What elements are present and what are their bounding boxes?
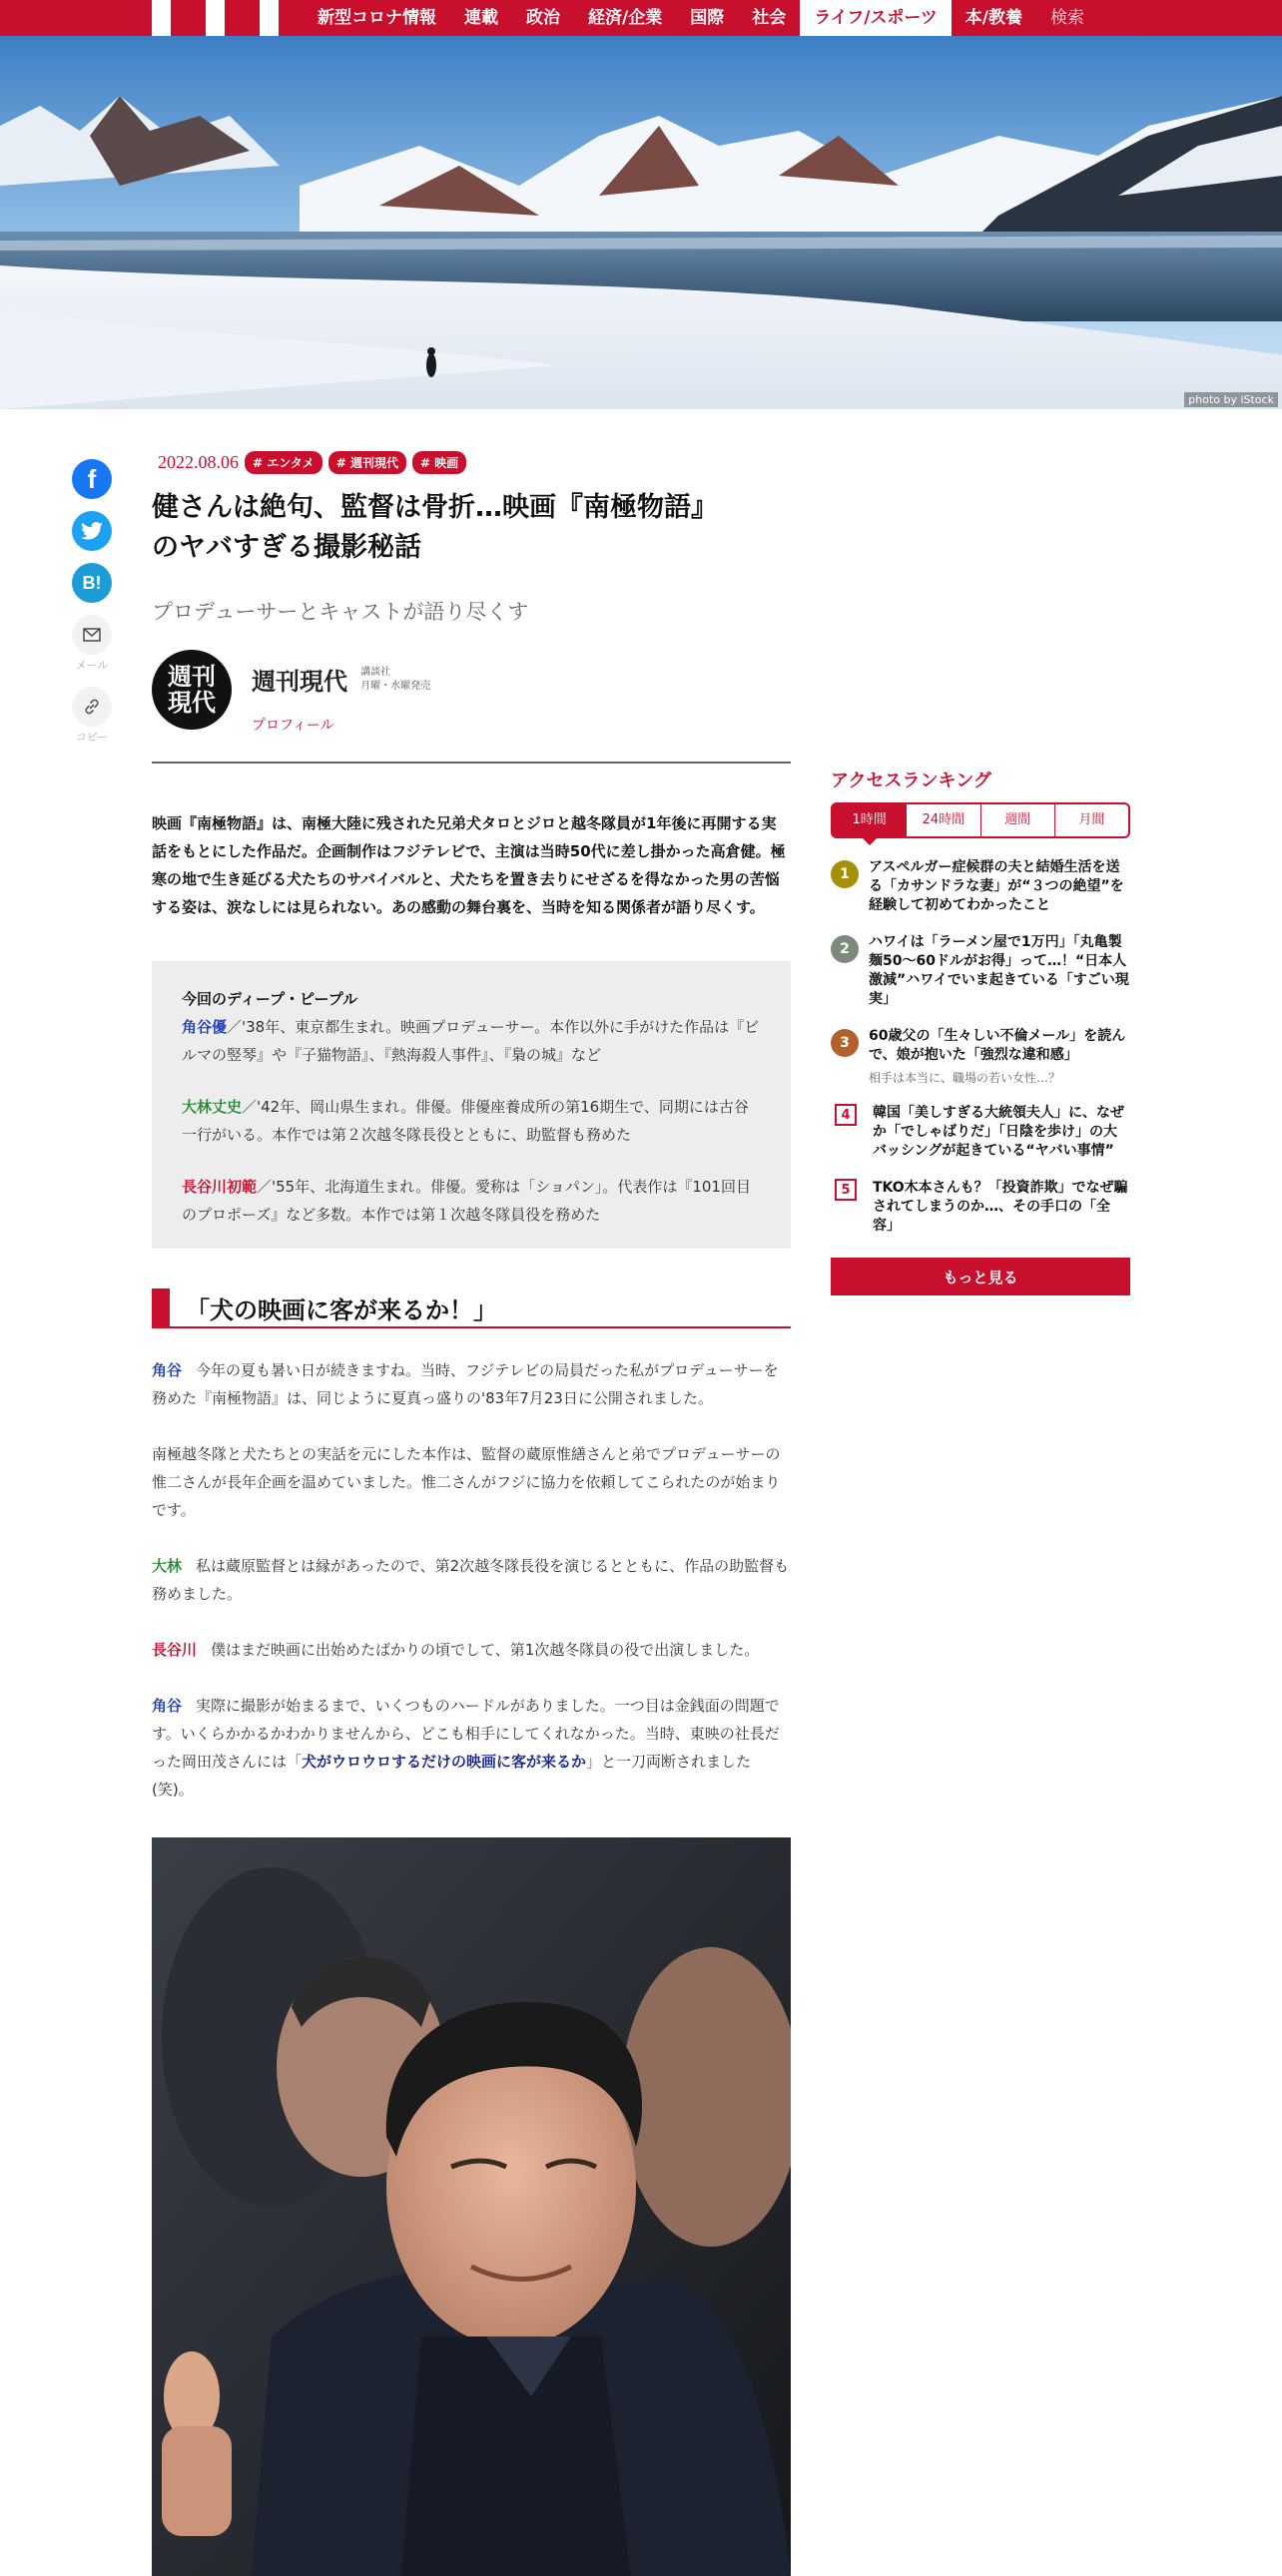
ranking-item[interactable] <box>831 1179 1130 1236</box>
publish-date: 2022.08.06 <box>158 452 239 472</box>
hero-image-antarctica <box>0 36 1282 409</box>
publish-schedule: 月曜・水曜発売 <box>360 680 431 692</box>
copy-link-button[interactable] <box>72 687 112 727</box>
section-heading <box>152 1288 791 1328</box>
person-name-hasegawa: 長谷川初範 <box>182 1178 258 1196</box>
facebook-icon: f <box>87 463 97 494</box>
ranking-title: アクセスランキング <box>831 771 991 791</box>
rank-badge: 3 <box>831 1029 859 1057</box>
author-info <box>252 662 430 735</box>
logo-stripe <box>152 0 171 36</box>
ranking-item-subtitle: 相手は本当に、職場の若い女性…？ <box>869 1071 1061 1085</box>
paragraph-text: 今年の夏も暑い日が続きますね。当時、フジテレビの局員だった私がプロデューサーを務めた『南極物語』は、同じように夏真っ盛りの'83年7月23日に公開されました。 <box>152 1361 779 1407</box>
person-name-sumiya: 角谷優 <box>182 1018 228 1036</box>
speaker-label: 大林 <box>152 1557 183 1575</box>
mail-icon <box>83 628 101 642</box>
section-heading-bar <box>152 1288 170 1326</box>
paragraph-text: 実際に撮影が始まるまで、いくつものハードルがありました。一つ目は金銭面の問題です。いくらかかるかわかりませんから、どこも相手にしてくれなかった。当時、東映の社長だった岡田茂さんには「 <box>152 1697 780 1771</box>
profile-link[interactable]: プロフィール <box>252 718 334 734</box>
rank-badge: 1 <box>831 860 859 888</box>
paragraph-text: 」と一刀両断されました(笑)。 <box>152 1753 752 1799</box>
nav-item-series[interactable]: 連載 <box>464 8 498 28</box>
ranking-item-title: 60歳父の「生々しい不倫メール」を読んで、娘が抱いた「強烈な違和感」 <box>869 1028 1126 1063</box>
nav-item-search[interactable]: 検索 <box>1049 8 1084 28</box>
article-subtitle: プロデューサーとキャストが語り尽くす <box>152 600 529 624</box>
nav-item-economy[interactable]: 経済/企業 <box>588 8 663 28</box>
paragraph-text: 南極越冬隊と犬たちとの実話を元にした本作は、監督の蔵原惟繕さんと弟でプロデューサーの惟二さんが長年企画を温めていました。惟二さんがフジに協力を依頼してこられたのが始まりです。 <box>152 1445 781 1519</box>
tab-24-hours[interactable]: 24時間 <box>906 804 979 836</box>
body-paragraph <box>152 1356 791 1412</box>
article-main <box>152 451 791 2576</box>
article-photo <box>152 1837 791 2576</box>
article-lead: 映画『南極物語』は、南極大陸に残された兄弟犬タロとジロと越冬隊員が1年後に再開する実話をもとにした作品だ。企画制作はフジテレビで、主演は当時50代に差し掛かった高倉健。極寒の地で生き延びる犬たちのサバイバルと、犬たちを置き去りにせざるを得なかった男の苦悩する姿は、涙なしには見られない。あの感動の舞台裏を、当時を知る関係者が語り尽くす。 <box>152 814 786 916</box>
body-paragraph <box>152 1636 791 1664</box>
tab-monthly[interactable]: 月間 <box>1054 804 1128 836</box>
divider <box>152 762 791 764</box>
ranking-tabs <box>831 802 1130 838</box>
site-logo[interactable] <box>152 0 290 36</box>
share-bar <box>68 459 116 759</box>
tag-shukan-gendai[interactable]: # 週刊現代 <box>328 451 406 474</box>
article-title <box>152 488 791 568</box>
rank-badge: 4 <box>835 1104 857 1126</box>
ranking-item[interactable] <box>831 1104 1130 1161</box>
ranking-item[interactable] <box>831 858 1130 915</box>
hatena-bookmark-button[interactable] <box>72 563 112 603</box>
ranking-item-title: 韓国「美しすぎる大統領夫人」に、なぜか「でしゃばりだ」「日陰を歩け」の大バッシングが起きている“ヤバい事情” <box>873 1105 1124 1159</box>
rank-badge: 2 <box>831 935 859 963</box>
link-icon <box>83 698 101 716</box>
speaker-label: 角谷 <box>152 1361 183 1379</box>
logo-stripe <box>206 0 225 36</box>
photo-credit: photo by iStock <box>1184 392 1278 407</box>
hero-illustration <box>0 36 1282 409</box>
hatena-bookmark-icon: B! <box>82 572 102 593</box>
logo-stripe <box>233 0 252 36</box>
mail-label: メール <box>75 659 109 672</box>
author-name[interactable]: 週刊現代 <box>252 668 347 696</box>
ranking-item[interactable] <box>831 933 1130 1009</box>
person-desc-hasegawa: ／'55年、北海道生まれ。俳優。愛称は「ショパン」。代表作は『101回目のプロポーズ』など多数。本作では第１次越冬隊員役を務めた <box>182 1178 751 1224</box>
deep-people-box <box>152 961 791 1249</box>
nav-item-international[interactable]: 国際 <box>690 8 725 28</box>
copy-label: コピー <box>75 731 109 744</box>
logo-stripe <box>260 0 279 36</box>
more-ranking-button[interactable]: もっと見る <box>831 1258 1130 1295</box>
ranking-list <box>831 858 1130 1236</box>
twitter-icon <box>81 522 103 540</box>
person-desc-sumiya: ／'38年、東京都生まれ。映画プロデューサー。本作以外に手がけた作品は『ビルマの竪琴』や『子猫物語』、『熱海殺人事件』、『梟の城』など <box>182 1018 760 1064</box>
title-line-1: 健さんは絶句、監督は骨折…映画『南極物語』 <box>152 492 718 523</box>
paragraph-text: 僕はまだ映画に出始めたばかりの頃でして、第1次越冬隊員の役で出演しました。 <box>211 1641 760 1659</box>
tag-entertainment[interactable]: # エンタメ <box>245 451 322 474</box>
logo-stripe <box>179 0 198 36</box>
photo-illustration <box>152 1837 791 2576</box>
section-heading-text: 「犬の映画に客が来るか！」 <box>186 1295 497 1324</box>
nav-menu <box>304 0 1098 36</box>
title-line-2: のヤバすぎる撮影秘話 <box>152 532 421 563</box>
tag-movie[interactable]: # 映画 <box>412 451 466 474</box>
author-avatar-logo[interactable] <box>152 650 232 730</box>
highlighted-quote: 犬がウロウロするだけの映画に客が来るか <box>302 1753 587 1771</box>
body-paragraph <box>152 1440 791 1524</box>
access-ranking-widget <box>831 767 1130 1295</box>
ranking-item[interactable] <box>831 1027 1130 1086</box>
nav-item-life-sports[interactable]: ライフ/スポーツ <box>800 0 952 36</box>
ranking-item-title: アスペルガー症候群の夫と結婚生活を送る「カサンドラな妻」が“３つの絶望”を経験して初めてわかったこと <box>869 859 1124 913</box>
rank-badge: 5 <box>835 1179 857 1201</box>
nav-item-covid[interactable]: 新型コロナ情報 <box>318 8 436 28</box>
article-meta <box>158 451 791 474</box>
facebook-share-button[interactable] <box>72 459 112 499</box>
avatar-text-line-2: 現代 <box>168 688 216 717</box>
paragraph-text: 私は蔵原監督とは縁があったので、第2次越冬隊長役を演じるとともに、作品の助監督も務めました。 <box>152 1557 790 1603</box>
body-paragraph <box>152 1552 791 1608</box>
nav-item-politics[interactable]: 政治 <box>526 8 560 28</box>
tab-weekly[interactable]: 週間 <box>980 804 1054 836</box>
mail-share-button[interactable] <box>72 615 112 655</box>
deep-people-heading: 今回のディープ・ピープル <box>182 990 358 1008</box>
author-publisher-info <box>360 666 430 694</box>
body-paragraph <box>152 1692 791 1803</box>
twitter-share-button[interactable] <box>72 511 112 551</box>
tab-1-hour[interactable]: 1時間 <box>833 804 906 836</box>
avatar-text-line-1: 週刊 <box>168 662 216 691</box>
speaker-label: 角谷 <box>152 1697 183 1715</box>
nav-item-society[interactable]: 社会 <box>752 8 787 28</box>
person-name-obayashi: 大林丈史 <box>182 1098 243 1116</box>
ranking-item-title: TKO木本さんも？「投資詐欺」でなぜ騙されてしまうのか…、その手口の「全容」 <box>873 1180 1128 1234</box>
author-block <box>152 650 791 734</box>
person-desc-obayashi: ／'42年、岡山県生まれ。俳優。俳優座養成所の第16期生で、同期には古谷一行がいる。本作では第２次越冬隊長役とともに、助監督も務めた <box>182 1098 749 1144</box>
publisher-name: 講談社 <box>360 666 391 678</box>
ranking-item-title: ハワイは「ラーメン屋で1万円」「丸亀製麺50～60ドルがお得」って…！“日本人激減”ハワイでいま起きている「すごい現実」 <box>869 934 1129 1007</box>
speaker-label: 長谷川 <box>152 1641 198 1659</box>
top-navigation-bar <box>0 0 1282 36</box>
nav-item-books[interactable]: 本/教養 <box>964 8 1022 28</box>
